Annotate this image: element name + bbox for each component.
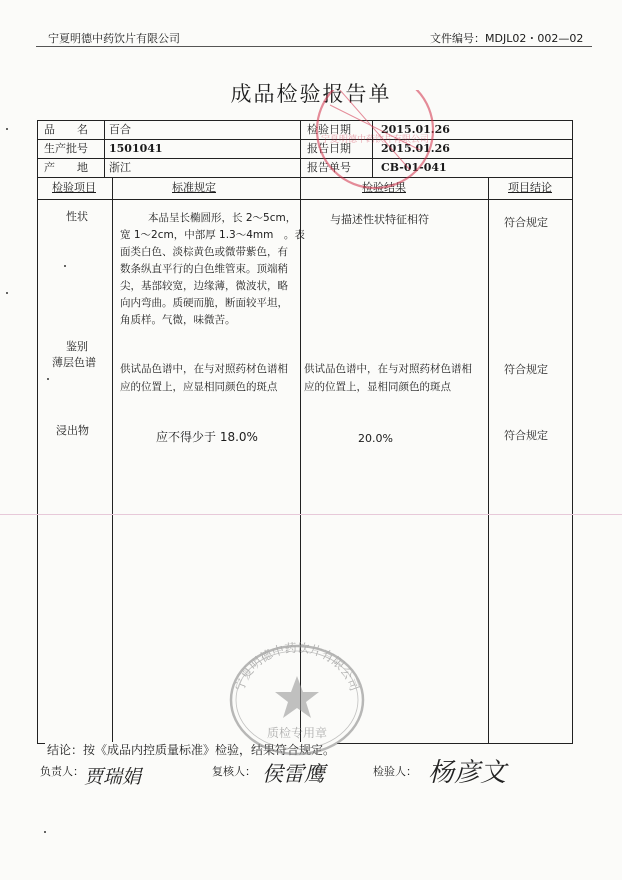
product-name-label: 品 名 — [44, 123, 88, 136]
file-number-label: 文件编号： — [430, 32, 485, 45]
row-item: 浸出物 — [56, 424, 89, 437]
conclusion-text: 符合规定 — [504, 216, 548, 229]
seal-bottom-text: 质检专用章 — [266, 726, 328, 740]
inspector-signature: 杨彦文 — [428, 758, 507, 788]
result-text: 供试品色谱中，在与对照药材色谱相 — [304, 363, 472, 375]
text-line: 宽 1～2cm，中部厚 1.3～4mm 。表 — [120, 229, 305, 241]
report-date-value: 2015.01.26 — [381, 142, 450, 155]
conclusion-text: 符合规定 — [504, 429, 548, 442]
page-title: 成品检验报告单 — [230, 82, 392, 106]
col-rule — [372, 120, 373, 177]
text-line: 尖，基部较宽，边缘薄，微波状，略 — [120, 280, 288, 292]
responsible-label: 负责人： — [40, 765, 84, 778]
report-table — [37, 120, 573, 744]
result-text: 与描述性状特征相符 — [330, 213, 429, 226]
origin-value: 浙江 — [109, 161, 131, 174]
col-rule — [488, 177, 489, 744]
inspector-label: 检验人： — [373, 765, 417, 778]
reviewer-signature: 侯雷鹰 — [262, 762, 325, 786]
header-rule — [36, 46, 592, 47]
text-line: 本品呈长椭圆形，长 2～5cm， — [148, 212, 297, 224]
seal-arc-text: 宁夏明德中药饮片有限公司 — [232, 640, 362, 693]
row-rule — [37, 199, 573, 200]
col-rule — [104, 120, 105, 177]
row-rule — [37, 177, 573, 178]
text-line: 角质样。气微，味微苦。 — [120, 314, 236, 326]
standard-text — [120, 210, 305, 329]
text-line: 向内弯曲。质硬而脆，断面较平坦， — [120, 297, 288, 309]
result-text: 应的位置上，显相同颜色的斑点 — [304, 381, 451, 393]
scan-dot — [6, 292, 8, 294]
col-header-standard: 标准规定 — [172, 181, 216, 194]
scan-dot — [44, 831, 46, 833]
batch-label: 生产批号 — [44, 142, 88, 155]
conclusion-text: 符合规定 — [504, 363, 548, 376]
col-header-conclusion: 项目结论 — [508, 181, 552, 194]
origin-label: 产 地 — [44, 161, 88, 174]
product-name-value: 百合 — [109, 123, 131, 136]
report-date-label: 报告日期 — [307, 142, 351, 155]
seal-text: 宁夏明德中药饮片有限公司 — [320, 135, 430, 145]
row-item: 鉴别 — [66, 340, 88, 353]
file-number — [430, 30, 583, 46]
inspect-date-label: 检验日期 — [307, 123, 351, 136]
col-rule — [300, 120, 301, 744]
row-rule — [37, 139, 573, 140]
batch-value: 1501041 — [109, 142, 163, 155]
col-header-item: 检验项目 — [52, 181, 96, 194]
scan-artifact-line — [0, 514, 622, 515]
responsible-signature: 贾瑞娟 — [84, 766, 142, 788]
col-rule — [112, 177, 113, 744]
standard-text: 应不得少于 18.0% — [156, 430, 258, 444]
scan-dot — [6, 128, 8, 130]
scan-dot — [64, 265, 66, 267]
col-header-result: 检验结果 — [362, 181, 406, 194]
scan-dot — [47, 378, 49, 380]
reviewer-label: 复核人： — [212, 765, 256, 778]
standard-text: 供试品色谱中，在与对照药材色谱相 — [120, 363, 288, 375]
result-text: 20.0% — [358, 432, 393, 445]
company-name: 宁夏明德中药饮片有限公司 — [48, 32, 180, 45]
text-line: 数条纵直平行的白色维管束。顶端稍 — [120, 263, 288, 275]
report-no-label: 报告单号 — [307, 161, 351, 174]
row-item: 薄层色谱 — [52, 356, 96, 369]
row-item: 性状 — [66, 210, 88, 223]
row-rule — [37, 158, 573, 159]
inspect-date-value: 2015.01.26 — [381, 123, 450, 136]
standard-text: 应的位置上，应显相同颜色的斑点 — [120, 381, 278, 393]
file-number-value: MDJL02・002—02 — [485, 32, 584, 45]
conclusion-statement: 结论：按《成品内控质量标准》检验，结果符合规定。 — [47, 743, 336, 757]
text-line: 面类白色、淡棕黄色或微带紫色，有 — [120, 246, 288, 258]
report-no-value: CB-01-041 — [381, 161, 447, 174]
